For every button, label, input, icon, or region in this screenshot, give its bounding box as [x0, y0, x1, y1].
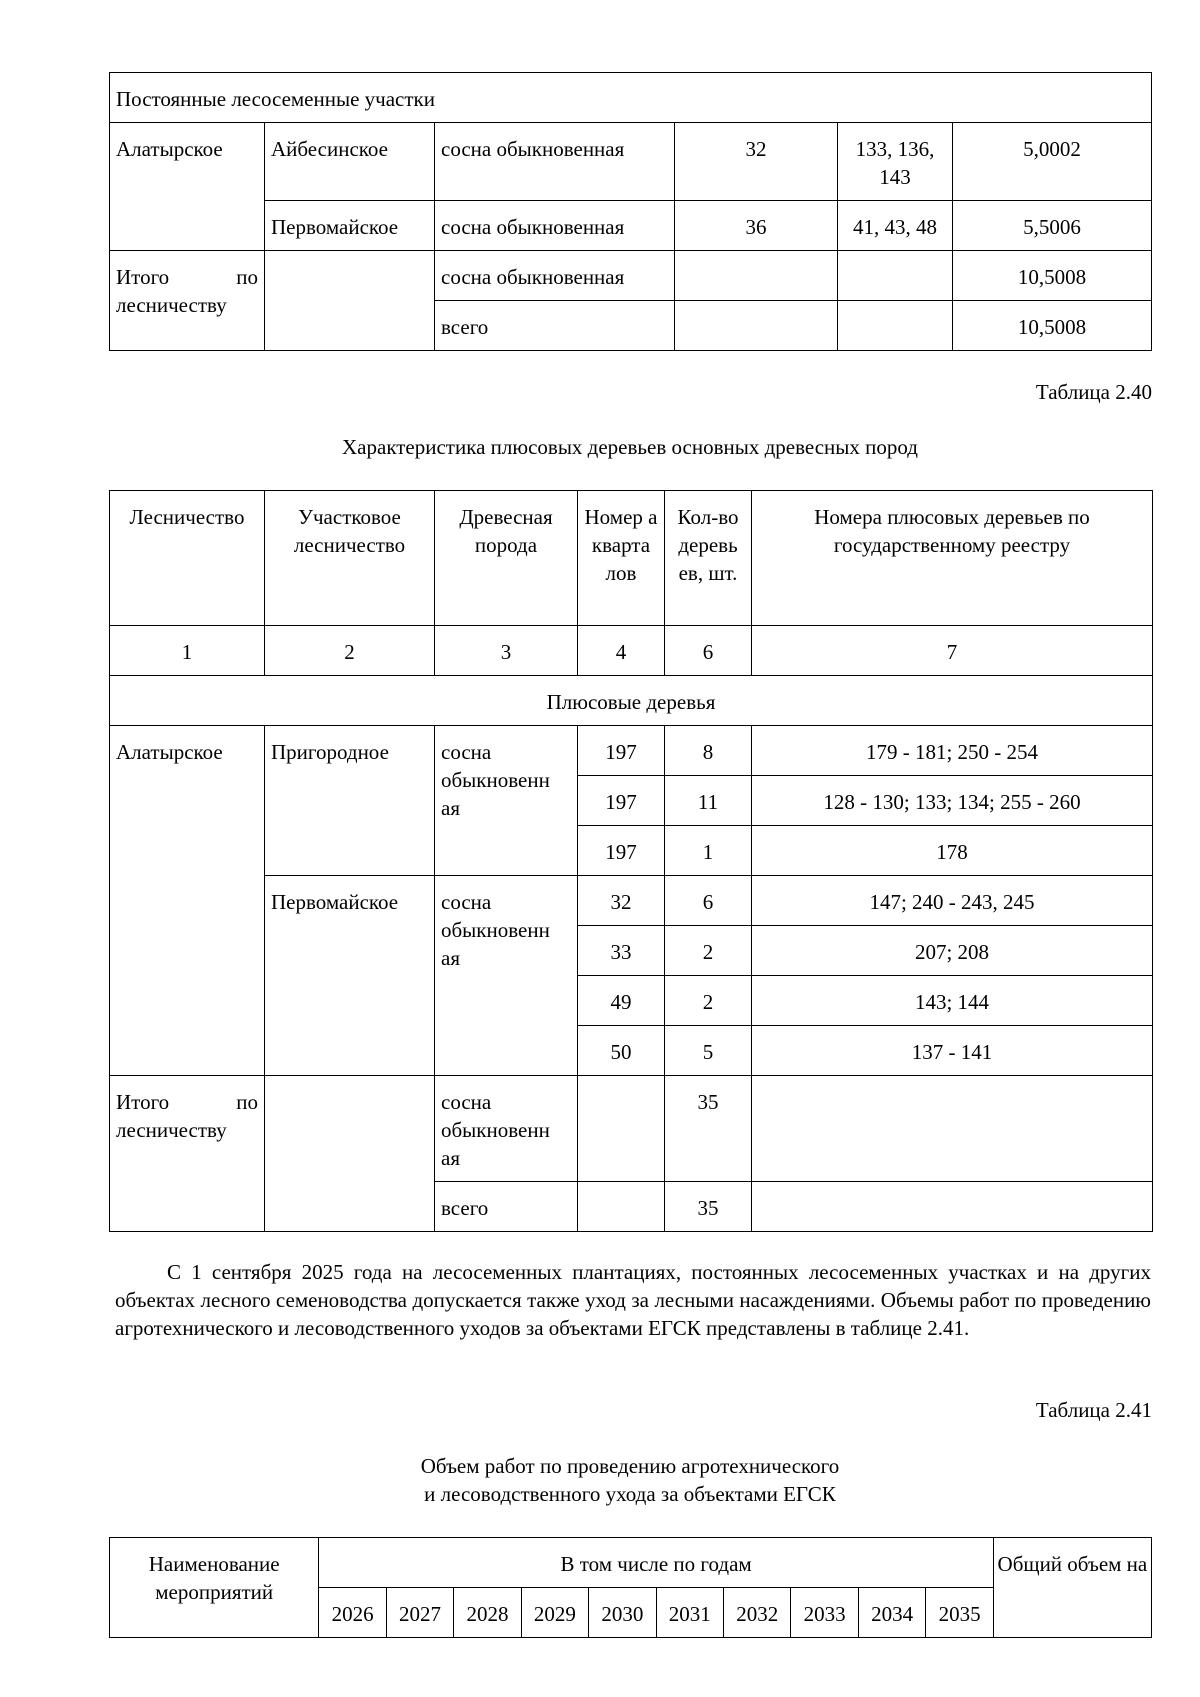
numbers-cell: 178 [752, 826, 1153, 876]
table-title: Характеристика плюсовых деревьев основных древесных пород [342, 435, 918, 459]
count-cell: 5 [665, 1026, 752, 1076]
count-cell: 11 [665, 776, 752, 826]
care-volume-table [109, 1537, 1152, 1638]
quarter-cell: 32 [675, 123, 838, 201]
species-cell: сосна обыкновенная [435, 201, 675, 251]
year-cell: 2034 [858, 1588, 925, 1638]
year-cell: 2035 [926, 1588, 993, 1638]
year-cell: 2032 [724, 1588, 791, 1638]
numbers-cell: 207; 208 [752, 926, 1153, 976]
header-count: Кол-во деревь ев, шт. [665, 491, 752, 626]
district-cell: Первомайское [265, 876, 435, 1076]
empty-cell [265, 1076, 435, 1232]
section-header: Плюсовые деревья [110, 676, 1153, 726]
year-cell: 2027 [386, 1588, 453, 1638]
section-header: Постоянные лесосеменные участки [110, 73, 1152, 123]
plots-cell: 41, 43, 48 [838, 201, 953, 251]
body-paragraph: С 1 сентября 2025 года на лесосеменных плантациях, постоянных лесосеменных участках и на других объектах лесного семеноводства допускается также уход за лесными насаждениями. Объемы работ по проведению агротехнического и лесоводственного уходов за объектами ЕГСК представлены в таблице 2.41. [115, 1260, 1151, 1340]
empty-cell [838, 301, 953, 351]
species-cell: сосна обыкновенн ая [435, 876, 578, 1076]
col-number: 2 [265, 626, 435, 676]
table-number: Таблица 2.41 [1035, 1398, 1152, 1422]
count-cell: 35 [665, 1076, 752, 1182]
col-number: 7 [752, 626, 1153, 676]
count-cell: 6 [665, 876, 752, 926]
header-species: Древесная порода [435, 491, 578, 626]
header-district: Участковое лесничество [265, 491, 435, 626]
species-cell: сосна обыкновенн ая [435, 726, 578, 876]
year-cell: 2028 [454, 1588, 521, 1638]
empty-cell [675, 301, 838, 351]
species-cell: всего [435, 301, 675, 351]
area-cell: 5,0002 [953, 123, 1152, 201]
numbers-cell: 147; 240 - 243, 245 [752, 876, 1153, 926]
table-title-line-2: и лесоводственного ухода за объектами ЕГСК [424, 1482, 836, 1506]
header-numbers: Номера плюсовых деревьев по государственному реестру [752, 491, 1153, 626]
header-total: Общий объем на [993, 1538, 1151, 1638]
plus-trees-table [109, 490, 1153, 1232]
area-cell: 10,5008 [953, 301, 1152, 351]
year-cell: 2030 [589, 1588, 656, 1638]
quarter-cell: 50 [578, 1026, 665, 1076]
header-name: Наименование мероприятий [110, 1538, 319, 1638]
total-label: Итого по лесничеству [110, 1076, 265, 1232]
species-cell: сосна обыкновенная [435, 251, 675, 301]
empty-cell [752, 1076, 1153, 1182]
species-cell: всего [435, 1182, 578, 1232]
empty-cell [265, 251, 435, 351]
col-number: 4 [578, 626, 665, 676]
quarter-cell: 33 [578, 926, 665, 976]
area-cell: 5,5006 [953, 201, 1152, 251]
total-label: Итого по лесничеству [110, 251, 265, 351]
forestry-cell: Алатырское [110, 726, 265, 1076]
year-cell: 2029 [521, 1588, 588, 1638]
empty-cell [578, 1076, 665, 1182]
count-cell: 8 [665, 726, 752, 776]
district-cell: Айбесинское [265, 123, 435, 201]
col-number: 1 [110, 626, 265, 676]
forestry-cell: Алатырское [110, 123, 265, 251]
seed-plots-table [109, 72, 1152, 351]
empty-cell [578, 1182, 665, 1232]
header-years: В том числе по годам [319, 1538, 993, 1588]
empty-cell [752, 1182, 1153, 1232]
numbers-cell: 179 - 181; 250 - 254 [752, 726, 1153, 776]
quarter-cell: 49 [578, 976, 665, 1026]
year-cell: 2026 [319, 1588, 386, 1638]
numbers-cell: 137 - 141 [752, 1026, 1153, 1076]
year-cell: 2033 [791, 1588, 858, 1638]
count-cell: 1 [665, 826, 752, 876]
numbers-cell: 128 - 130; 133; 134; 255 - 260 [752, 776, 1153, 826]
species-cell: сосна обыкновенная [435, 123, 675, 201]
table-title-line-1: Объем работ по проведению агротехнического [420, 1454, 840, 1478]
col-number: 6 [665, 626, 752, 676]
count-cell: 2 [665, 976, 752, 1026]
col-number: 3 [435, 626, 578, 676]
quarter-cell: 197 [578, 776, 665, 826]
header-quarter: Номер а кварта лов [578, 491, 665, 626]
quarter-cell: 197 [578, 826, 665, 876]
quarter-cell: 197 [578, 726, 665, 776]
count-cell: 35 [665, 1182, 752, 1232]
table-number: Таблица 2.40 [1035, 380, 1152, 404]
empty-cell [675, 251, 838, 301]
quarter-cell: 32 [578, 876, 665, 926]
year-cell: 2031 [656, 1588, 723, 1638]
area-cell: 10,5008 [953, 251, 1152, 301]
quarter-cell: 36 [675, 201, 838, 251]
numbers-cell: 143; 144 [752, 976, 1153, 1026]
header-forestry: Лесничество [110, 491, 265, 626]
district-cell: Первомайское [265, 201, 435, 251]
empty-cell [838, 251, 953, 301]
district-cell: Пригородное [265, 726, 435, 876]
plots-cell: 133, 136, 143 [838, 123, 953, 201]
species-cell: сосна обыкновенн ая [435, 1076, 578, 1182]
count-cell: 2 [665, 926, 752, 976]
